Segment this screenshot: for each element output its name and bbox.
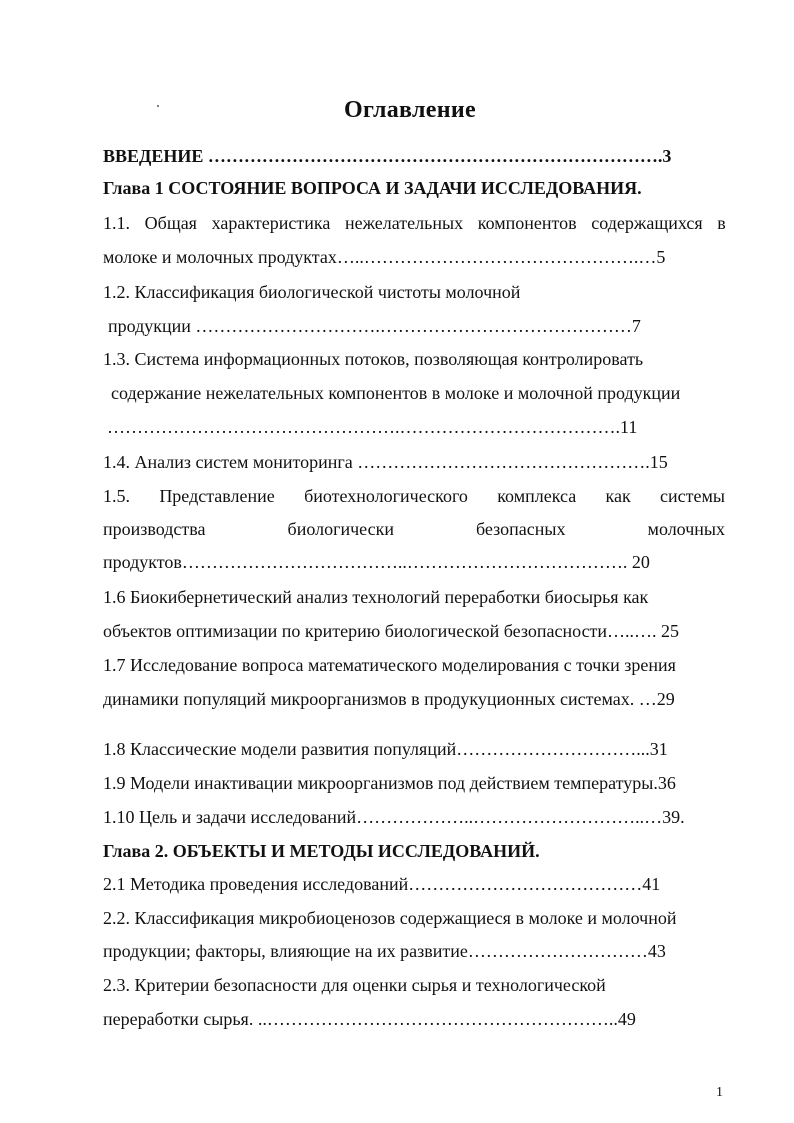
toc-entry-1-2-line1: 1.2. Классификация биологической чистоты молочной <box>103 282 521 302</box>
toc-entry-1-4: 1.4. Анализ систем мониторинга ………………………………………….15 <box>103 452 668 472</box>
word: биологически <box>287 519 394 539</box>
toc-entry-2-2-line1: 2.2. Классификация микробиоценозов содержащиеся в молоке и молочной <box>103 908 677 928</box>
word: системы <box>660 486 725 506</box>
toc-entry-1-3-line2: содержание нежелательных компонентов в молоке и молочной продукции <box>111 383 681 403</box>
toc-entry-1-8: 1.8 Классические модели развития популяций…………………………...31 <box>103 739 668 759</box>
word: Представление <box>159 486 275 506</box>
word: безопасных <box>476 519 566 539</box>
toc-entry-1-2-line2: продукции ………………………….……………………………………7 <box>108 316 641 336</box>
toc-entry-intro: ВВЕДЕНИЕ ………………………………………………………………….3 <box>103 146 672 166</box>
word: комплекса <box>497 486 577 506</box>
word: производства <box>103 519 206 539</box>
toc-entry-2-1: 2.1 Методика проведения исследований…………………………………41 <box>103 874 661 894</box>
toc-entry-1-10: 1.10 Цель и задачи исследований………………..………………………..…39. <box>103 807 685 827</box>
word: молочных <box>647 519 725 539</box>
toc-entry-1-5-line2 <box>103 518 725 540</box>
page-title: Оглавление <box>344 97 476 123</box>
toc-entry-1-3-line1: 1.3. Система информационных потоков, позволяющая контролировать <box>103 349 644 369</box>
word: биотехнологического <box>304 486 468 506</box>
page-number: 1 <box>716 1085 723 1100</box>
toc-entry-1-5-line1 <box>103 485 725 507</box>
toc-entry-1-1-line2: молоке и молочных продуктах…..……………………………………….…5 <box>103 247 666 267</box>
word: 1.5. <box>103 486 130 506</box>
toc-chapter-2: Глава 2. ОБЪЕКТЫ И МЕТОДЫ ИССЛЕДОВАНИЙ. <box>103 841 540 861</box>
toc-entry-2-3-line1: 2.3. Критерии безопасности для оценки сырья и технологической <box>103 975 606 995</box>
toc-chapter-1: Глава 1 СОСТОЯНИЕ ВОПРОСА И ЗАДАЧИ ИССЛЕДОВАНИЯ. <box>103 178 642 198</box>
toc-entry-1-1-line1 <box>103 212 726 234</box>
toc-entry-2-2-line2: продукции; факторы, влияющие на их развитие…………………………43 <box>103 941 666 961</box>
toc-entry-1-6-line1: 1.6 Биокибернетический анализ технологий переработки биосырья как <box>103 587 649 607</box>
toc-entry-1-7-line2: динамики популяций микроорганизмов в продукуционных системах. …29 <box>103 689 675 709</box>
toc-entry-1-5-line3: продуктов………………………………..………………………………. 20 <box>103 552 650 572</box>
toc-entry-1-6-line2: объектов оптимизации по критерию биологической безопасности…..…. 25 <box>103 621 680 641</box>
word: как <box>605 486 631 506</box>
toc-entry-1-7-line1: 1.7 Исследование вопроса математического моделирования с точки зрения <box>103 655 676 675</box>
toc-entry-1-3-line3: ………………………………………….……………………………….11 <box>107 417 638 437</box>
toc-entry-1-9: 1.9 Модели инактивации микроорганизмов под действием температуры.36 <box>103 773 676 793</box>
toc-entry-text: 1.1. Общая характеристика нежелательных компонентов содержащихся в <box>103 213 726 233</box>
toc-entry-2-3-line2: переработки сырья. ..…………………………………………………..49 <box>103 1009 636 1029</box>
